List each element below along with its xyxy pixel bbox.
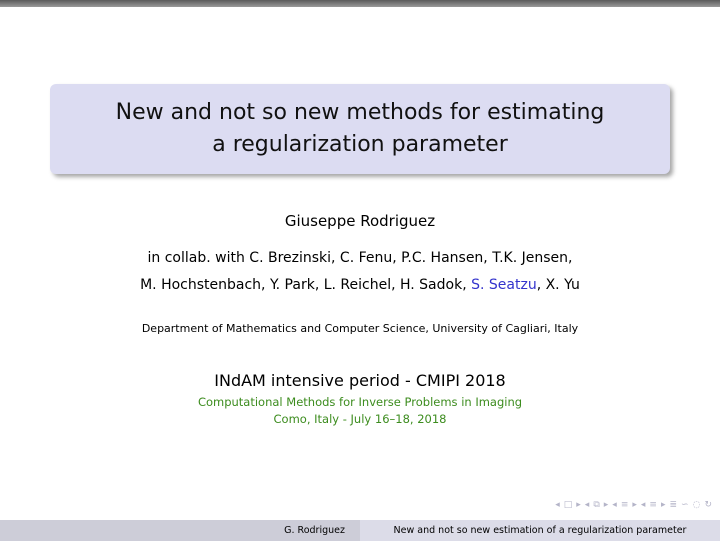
nav-next-part-icon[interactable]: ▸	[660, 500, 666, 510]
nav-next-frame-icon[interactable]: ▸	[576, 500, 581, 510]
collab-line-2-after: , X. Yu	[536, 277, 580, 293]
nav-prev-part-icon[interactable]: ◂	[640, 500, 646, 510]
collab-line-2	[0, 272, 720, 299]
title-line-2: a regularization parameter	[212, 132, 508, 157]
title-box	[50, 84, 670, 174]
nav-next-section-icon[interactable]: ▸	[632, 500, 637, 510]
author-name: Giuseppe Rodriguez	[284, 212, 436, 230]
collab-line-1: in collab. with C. Brezinski, C. Fenu, P.C. Hansen, T.K. Jensen,	[147, 250, 573, 266]
nav-subsection-icon: ⧉	[593, 500, 600, 510]
event-subtitle: Computational Methods for Inverse Problems in Imaging	[197, 395, 523, 409]
footer	[0, 520, 720, 541]
highlighted-collaborator: S. Seatzu	[471, 277, 537, 293]
collab-line-2-before: M. Hochstenbach, Y. Park, L. Reichel, H. Sadok,	[140, 277, 472, 293]
nav-forward-icon[interactable]: ↻	[704, 500, 712, 510]
top-bar	[0, 0, 720, 7]
nav-frame-icon: □	[563, 500, 573, 510]
footer-author: G. Rodriguez	[0, 520, 360, 541]
event-location: Como, Italy - July 16–18, 2018	[273, 412, 447, 426]
collaborators	[0, 245, 720, 299]
nav-next-subsection-icon[interactable]: ▸	[603, 500, 609, 510]
nav-back-icon[interactable]: ◌	[692, 500, 701, 510]
nav-prev-frame-icon[interactable]: ◂	[555, 500, 560, 510]
department: Department of Mathematics and Computer Science, University of Cagliari, Italy	[141, 322, 579, 335]
beamer-navigation	[555, 498, 712, 512]
footer-title: New and not so new estimation of a regularization parameter	[360, 520, 720, 541]
nav-section-icon: ≡	[620, 500, 629, 510]
nav-prev-subsection-icon[interactable]: ◂	[584, 500, 590, 510]
nav-search-icon[interactable]: ∽	[681, 500, 689, 510]
event-name: INdAM intensive period - CMIPI 2018	[214, 371, 506, 390]
title-line-1: New and not so new methods for estimating	[115, 100, 605, 125]
event-details	[0, 394, 720, 428]
nav-prev-section-icon[interactable]: ◂	[612, 500, 617, 510]
nav-align-icon[interactable]: ≣	[669, 500, 678, 510]
nav-part-icon: ≡	[649, 500, 657, 510]
